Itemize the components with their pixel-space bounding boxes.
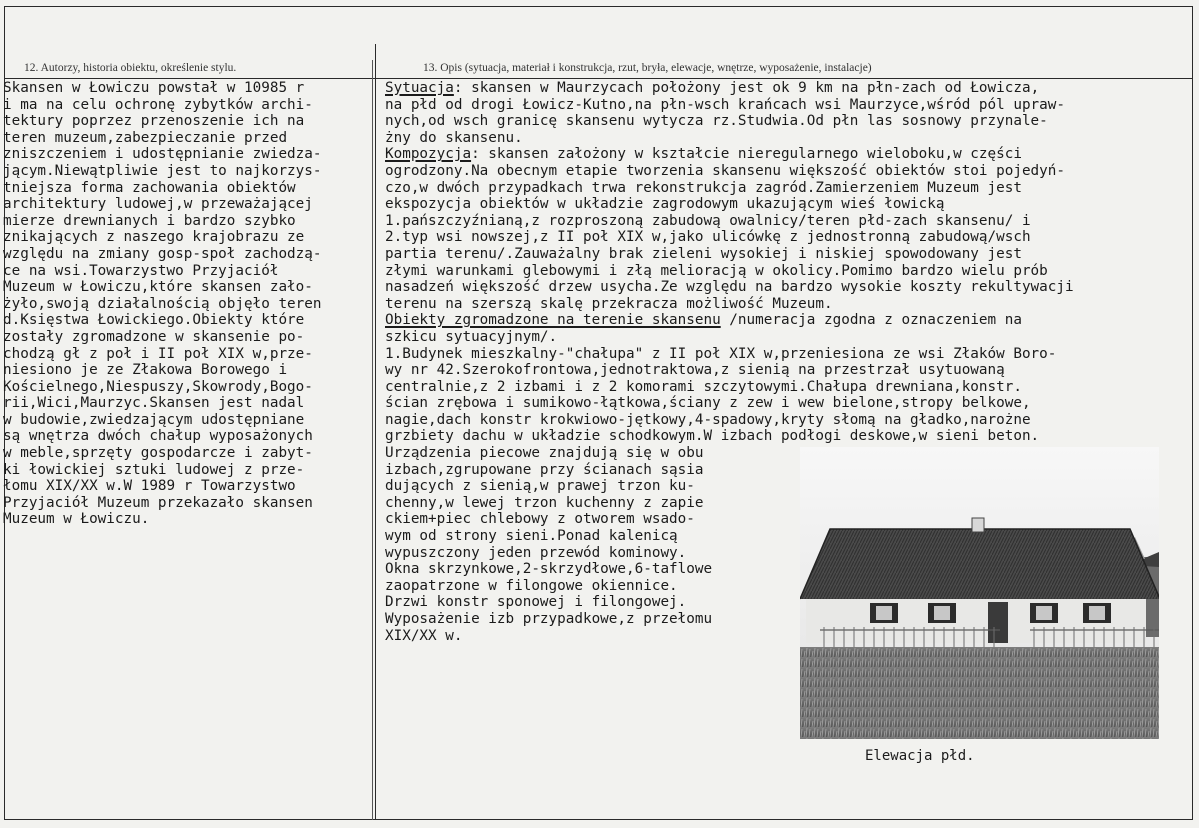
column-divider-inner xyxy=(372,60,373,820)
section-12-line: łomu XIX/XX w.W 1989 r Towarzystwo xyxy=(3,478,296,495)
item-1-line: chenny,w lewej trzon kuchenny z zapie xyxy=(385,494,704,511)
section-12-text xyxy=(3,80,321,528)
section-12-line: tniejsza forma zachowania obiektów xyxy=(3,179,296,196)
item-1-line: grzbiety dachu w układzie schodkowym.W izbach podłogi deskowe,w sieni beton. xyxy=(385,428,1040,445)
section-12-line: znikających z naszego krajobrazu ze xyxy=(3,229,305,246)
section-12-line: są wnętrza dwóch chałup wyposażonych xyxy=(3,428,313,445)
obiekty-first-line: /numeracja zgodna z oznaczeniem na xyxy=(720,312,1022,329)
section-12-line: ki łowickiej sztuki ludowej z prze- xyxy=(3,461,305,478)
kompozycja-line: czo,w dwóch przypadkach trwa rekonstrukcja zagród.Zamierzeniem Muzeum jest xyxy=(385,179,1022,196)
item-1-line: centralnie,z 2 izbami i z 2 komorami szczytowymi.Chałupa drewniana,konstr. xyxy=(385,378,1022,395)
column-divider xyxy=(375,44,376,820)
section-12-line: Kościelnego,Niespuszy,Skowrody,Bogo- xyxy=(3,378,313,395)
section-12-line: chodzą gł z poł i II poł XIX w,prze- xyxy=(3,345,313,362)
item-1-line: XIX/XX w. xyxy=(385,627,463,644)
sytuacja-line: żny do skansenu. xyxy=(385,129,523,146)
item-1-line: izbach,zgrupowane przy ścianach sąsia xyxy=(385,461,704,478)
header-rule xyxy=(4,78,1193,79)
item-1-line: wy nr 42.Szerokofrontowa,jednotraktowa,z sienią na przestrzał usytuowaną xyxy=(385,362,1005,379)
item-1-line: 1.Budynek mieszkalny-"chałupa" z II poł XIX w,przeniesiona ze wsi Złaków Boro- xyxy=(385,345,1057,362)
section-12-line: Muzeum w Łowiczu,które skansen zało- xyxy=(3,279,313,296)
photo-caption: Elewacja płd. xyxy=(865,748,975,764)
section-12-line: tektury poprzez przenoszenie ich na xyxy=(3,113,305,130)
kompozycja-line: 2.typ wsi nowszej,z II poł XIX w,jako ulicówkę z jednostronną zabudową/wsch xyxy=(385,229,1031,246)
section-12-line: względu na zmiany gosp-społ zachodzą- xyxy=(3,245,322,262)
section-12-header: 12. Autorzy, historia obiektu, określenie stylu. xyxy=(24,62,237,74)
section-12-line: żyło,swoją działalnością objęło teren xyxy=(3,295,322,312)
item-1-line: dujących z sienią,w prawej trzon ku- xyxy=(385,478,695,495)
section-12-line: architektury ludowej,w przeważającej xyxy=(3,196,313,213)
section-12-line: Muzeum w Łowiczu. xyxy=(3,511,150,528)
sytuacja-label: Sytuacja xyxy=(385,80,454,96)
sytuacja-line: na płd od drogi Łowicz-Kutno,na płn-wsch krańcach wsi Maurzyce,wśród pól upraw- xyxy=(385,96,1065,113)
item-1-line: wypuszczony jeden przewód kominowy. xyxy=(385,544,687,561)
section-12-line: Skansen w Łowiczu powstał w 10985 r xyxy=(3,80,305,96)
section-12-line: zniszczeniem i udostępnianie zwiedza- xyxy=(3,146,322,163)
building-photo xyxy=(800,447,1159,739)
item-1-line: wym od strony sieni.Ponad kalenicą xyxy=(385,528,678,545)
section-12-line: jącym.Niewątpliwie jest to najkorzys- xyxy=(3,162,322,179)
section-12-line: ce na wsi.Towarzystwo Przyjaciół xyxy=(3,262,279,279)
item-1-line: Urządzenia piecowe znajdują się w obu xyxy=(385,445,704,462)
section-12-line: zostały zgromadzone w skansenie po- xyxy=(3,328,305,345)
section-12-line: Przyjaciół Muzeum przekazało skansen xyxy=(3,494,313,511)
obiekty-line: szkicu sytuacyjnym/. xyxy=(385,328,558,345)
kompozycja-line: 1.pańszczyźnianą,z rozproszoną zabudową owalnicy/teren płd-zach skansenu/ i xyxy=(385,212,1031,229)
obiekty-label: Obiekty zgromadzone na terenie skansenu xyxy=(385,312,721,329)
kompozycja-line: partia terenu/.Zauważalny brak zieleni wysokiej i niskiej spowodowany jest xyxy=(385,245,1022,262)
section-12-line: w meble,sprzęty gospodarcze i zabyt- xyxy=(3,445,313,462)
kompozycja-label: Kompozycja xyxy=(385,146,472,163)
section-12-line: i ma na celu ochronę zybytków archi- xyxy=(3,96,313,113)
item-1-line: ścian zrębowa i sumikowo-łątkowa,ściany z zew i wew bielone,stropy belkowe, xyxy=(385,395,1031,412)
kompozycja-line: ogrodzony.Na obecnym etapie tworzenia skansenu większość obiektów stoi pojedyń- xyxy=(385,162,1065,179)
sytuacja-first-line: : skansen w Maurzycach położony jest ok 9 km na płn-zach od Łowicza, xyxy=(453,80,1040,96)
section-12-line: rii,Wici,Maurzyc.Skansen jest nadal xyxy=(3,395,305,412)
kompozycja-line: nasadzeń większość drzew usycha.Ze względu na bardzo wysokie koszty rekultywacji xyxy=(385,279,1074,296)
item-1-line: Okna skrzynkowe,2-skrzydłowe,6-taflowe xyxy=(385,561,713,578)
item-1-line: Drzwi konstr sponowej i filongowej. xyxy=(385,594,687,611)
section-12-line: mierze drewnianych i bardzo szybko xyxy=(3,212,296,229)
item-1-line: Wyposażenie izb przypadkowe,z przełomu xyxy=(385,611,713,627)
item-1-line: ckiem+piec chlebowy z otworem wsado- xyxy=(385,511,695,528)
section-12-line: teren muzeum,zabezpieczanie przed xyxy=(3,129,288,146)
kompozycja-line: ekspozycja obiektów w układzie zagrodowym ukazującym wieś łowicką xyxy=(385,196,945,213)
section-13-header: 13. Opis (sytuacja, materiał i konstrukcja, rzut, bryła, elewacje, wnętrze, wyposażenie, instalacje) xyxy=(423,62,872,74)
kompozycja-first-line: : skansen założony w kształcie nieregularnego wieloboku,w części xyxy=(471,146,1022,163)
section-12-line: niesiono je ze Złakowa Borowego i xyxy=(3,362,288,379)
item-1-line: nagie,dach konstr krokwiowo-jętkowy,4-spadowy,kryty słomą na gładko,narożne xyxy=(385,411,1031,428)
section-12-line: d.Księstwa Łowickiego.Obiekty które xyxy=(3,312,305,329)
item-1-line: zaopatrzone w filongowe okiennice. xyxy=(385,577,678,594)
kompozycja-line: złymi warunkami glebowymi i złą melioracją w okolicy.Pomimo bardzo wielu prób xyxy=(385,262,1048,279)
kompozycja-line: terenu na szerszą skalę przekracza możliwość Muzeum. xyxy=(385,295,833,312)
sytuacja-line: nych,od wsch granicę skansenu wytycza rz.Studwia.Od płn las sosnowy przynale- xyxy=(385,113,1048,130)
section-12-line: w budowie,zwiedzającym udostępniane xyxy=(3,411,305,428)
